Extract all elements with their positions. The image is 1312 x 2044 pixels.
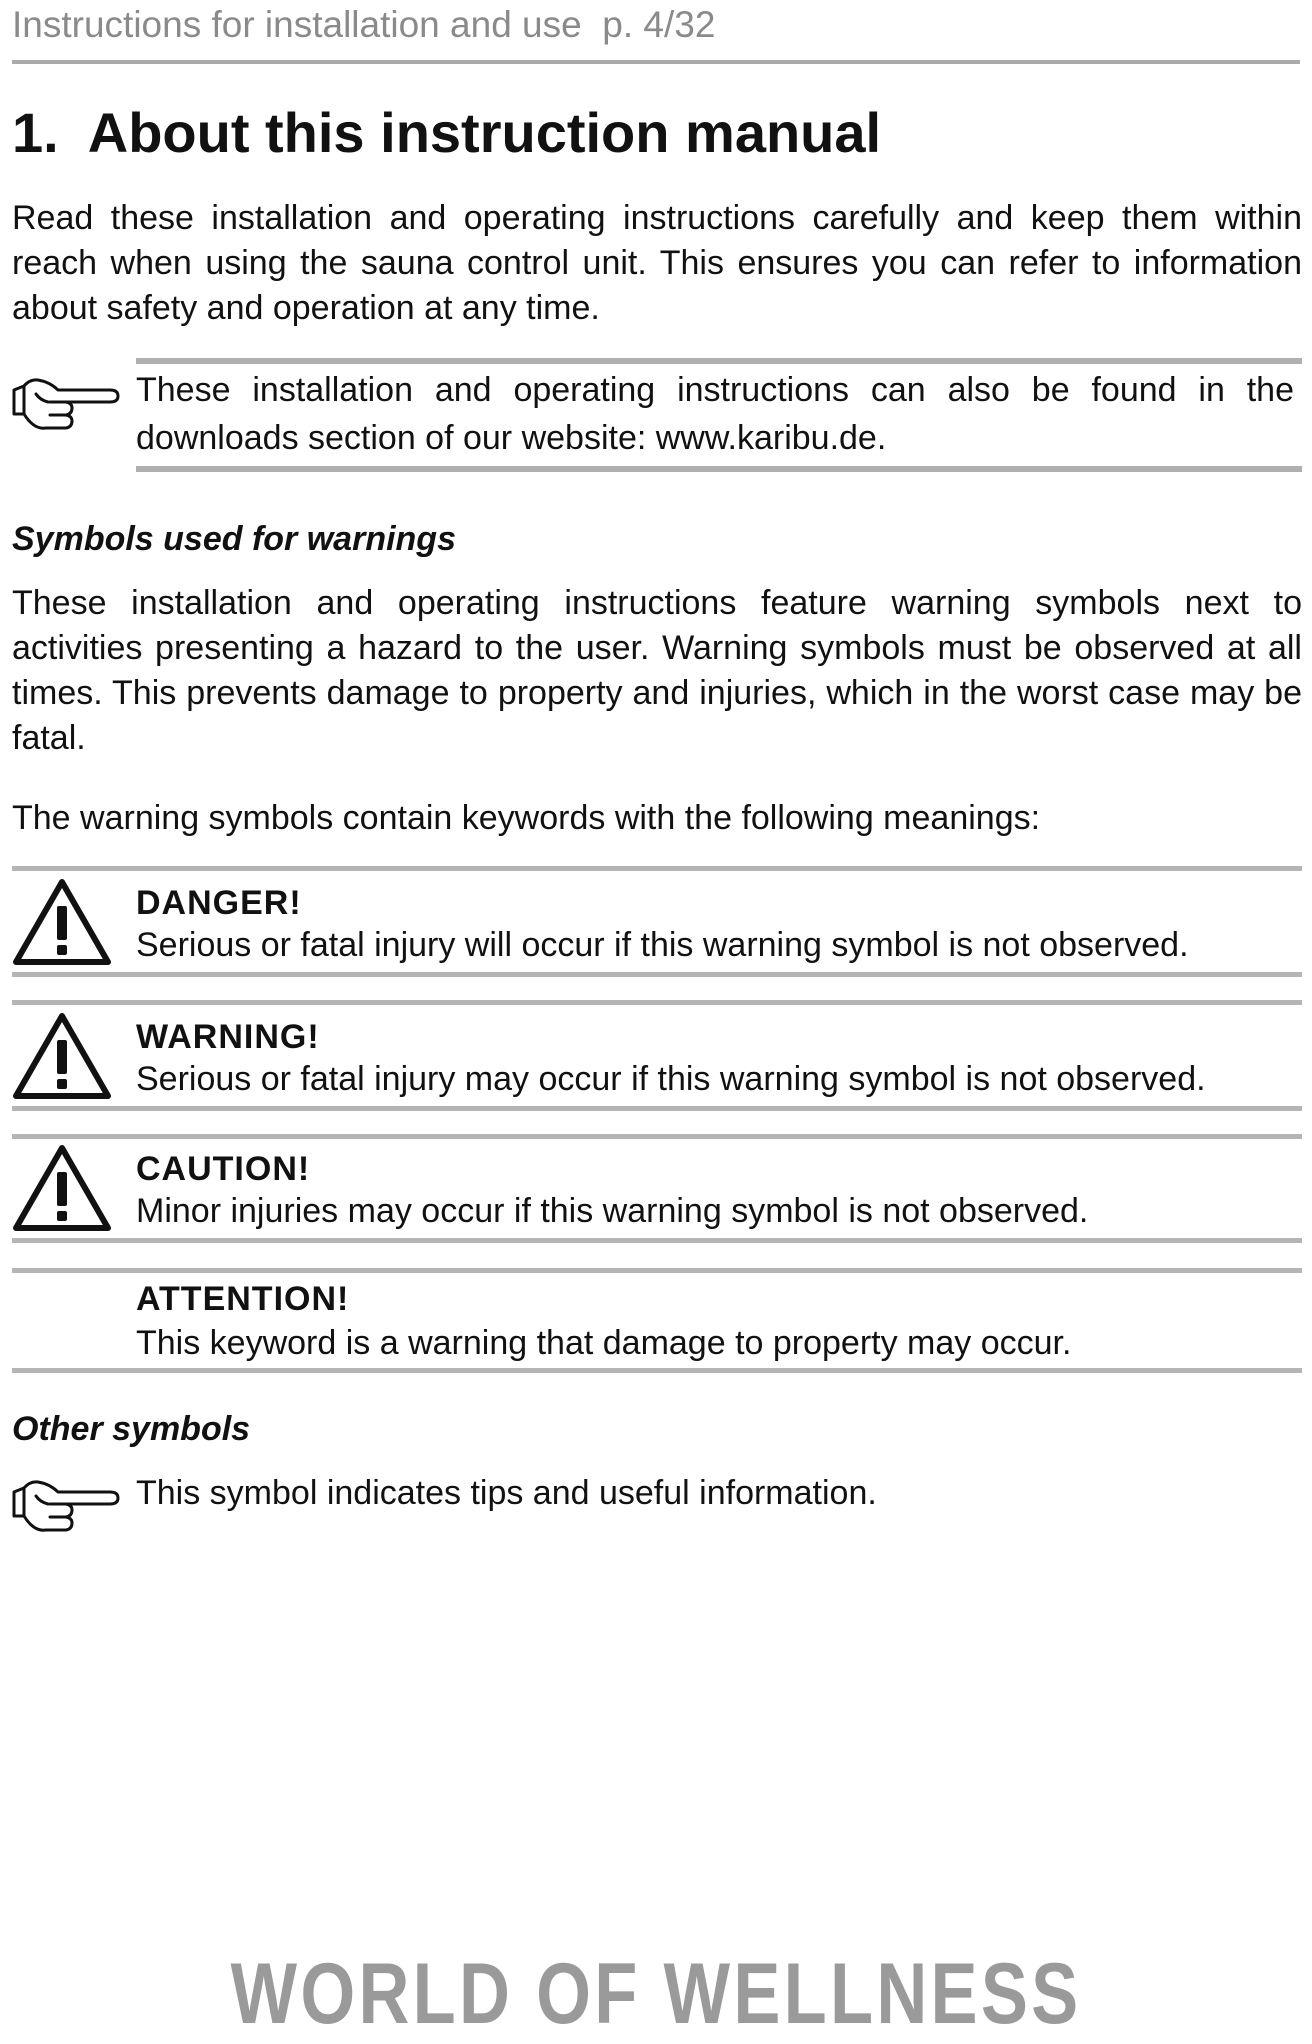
caution-top-rule xyxy=(12,1134,1302,1139)
page-header xyxy=(12,4,715,46)
warnings-heading: Symbols used for warnings xyxy=(12,520,456,558)
section-number: 1. xyxy=(12,101,59,164)
attention-keyword: ATTENTION! xyxy=(136,1280,350,1318)
caution-keyword: CAUTION! xyxy=(136,1150,311,1188)
keywords-intro: The warning symbols contain keywords with the following meanings: xyxy=(12,799,1041,837)
warning-triangle-icon xyxy=(10,1142,114,1239)
header-page-number: p. 4/32 xyxy=(602,4,716,45)
warning-triangle-icon xyxy=(10,1010,114,1107)
pointing-hand-icon xyxy=(10,1474,122,1541)
section-title-text: About this instruction manual xyxy=(87,101,882,164)
attention-bottom-rule xyxy=(12,1368,1302,1373)
note-top-rule xyxy=(136,358,1302,364)
tip-text: This symbol indicates tips and useful information. xyxy=(136,1474,877,1512)
danger-keyword: DANGER! xyxy=(136,884,302,922)
other-symbols-heading: Other symbols xyxy=(12,1410,251,1448)
note-text: These installation and operating instructions can also be found in the downloads section of our website: www.karibu.de. xyxy=(136,371,1294,457)
attention-top-rule xyxy=(12,1268,1302,1273)
warning-description: Serious or fatal injury may occur if this warning symbol is not observed. xyxy=(136,1060,1206,1098)
attention-description: This keyword is a warning that damage to property may occur. xyxy=(136,1324,1072,1362)
section-title xyxy=(12,100,881,165)
header-divider xyxy=(12,60,1300,64)
danger-bottom-rule xyxy=(12,972,1302,977)
warning-keyword: WARNING! xyxy=(136,1018,320,1056)
caution-bottom-rule xyxy=(12,1238,1302,1243)
warning-bottom-rule xyxy=(12,1106,1302,1111)
warnings-paragraph: These installation and operating instructions feature warning symbols next to activities presenting a hazard to the user. Warning symbols must be observed at all times. This prevents damage to property and injuries, which in the worst case may be fatal. xyxy=(12,584,1302,757)
footer-brand: WORLD OF WELLNESS xyxy=(230,1946,1082,2042)
danger-top-rule xyxy=(12,866,1302,871)
danger-description: Serious or fatal injury will occur if this warning symbol is not observed. xyxy=(136,926,1189,964)
header-title: Instructions for installation and use xyxy=(12,4,582,45)
pointing-hand-icon xyxy=(10,372,122,439)
warning-top-rule xyxy=(12,1000,1302,1005)
intro-paragraph: Read these installation and operating instructions carefully and keep them within reach when using the sauna control unit. This ensures you can refer to information about safety and operation at any time. xyxy=(12,199,1302,327)
note-bottom-rule xyxy=(136,466,1302,472)
caution-description: Minor injuries may occur if this warning symbol is not observed. xyxy=(136,1192,1089,1230)
warning-triangle-icon xyxy=(10,876,114,973)
